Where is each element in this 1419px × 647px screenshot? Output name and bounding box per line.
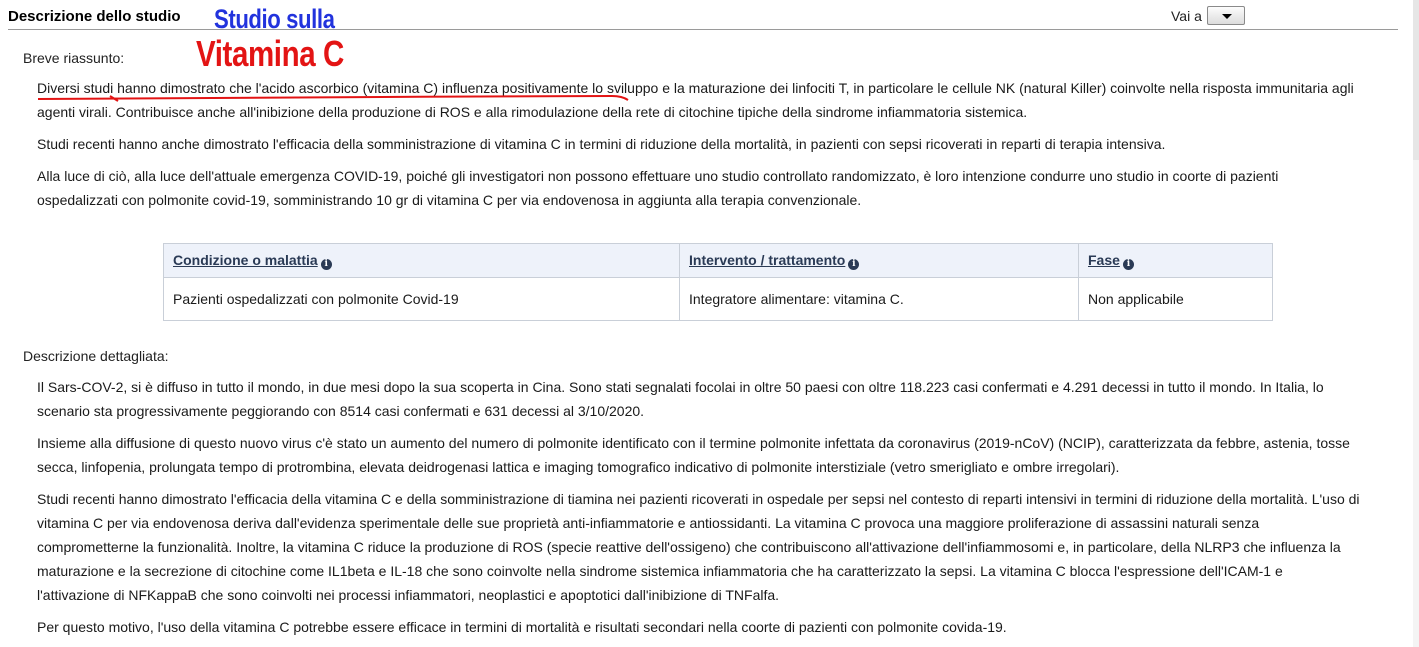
header-phase-link[interactable]: Fase — [1088, 251, 1120, 268]
summary-p3-line1: Alla luce di ciò, alla luce dell'attuale emergenza COVID-19, poiché gli investigatori non possono effettuare uno studio controllato randomizzato, è loro intenzione condurre uno studio in coorte di pazienti — [37, 168, 1279, 184]
jump-to-label: Vai a — [1171, 8, 1202, 24]
header-phase — [1079, 244, 1273, 278]
overlay-title-line1: Studio sulla — [214, 4, 335, 34]
detail-p3-line2: vitamina C per via endovenosa deriva dall'evidenza sperimentale delle sue proprietà anti-infiammatorie e antiossidanti. La vitamina C provoca una maggiore proliferazione di assassini naturali senza — [37, 515, 1260, 531]
detail-p3-line3: comprometterne la funzionalità. Inoltre, la vitamina C riduce la produzione di ROS (specie reattive dell'ossigeno) che contribuiscono all'attivazione dell'infiammosomi e, in particolare, della NLRP3 che influenza la — [37, 539, 1341, 555]
section-header — [0, 0, 1400, 31]
header-condition-link[interactable]: Condizione o malattia — [173, 251, 318, 268]
cell-condition: Pazienti ospedalizzati con polmonite Covid-19 — [164, 278, 680, 321]
summary-label: Breve riassunto: — [23, 50, 125, 66]
cell-phase: Non applicabile — [1079, 278, 1273, 321]
header-intervention-link[interactable]: Intervento / trattamento — [689, 251, 846, 268]
detail-p3-line4: maturazione e la secrezione di citochine come IL1beta e IL-18 che sono coinvolte nella sindrome sistemica infiammatoria che ha caratterizzato la sepsi. La vitamina C blocca l'espressione dell'ICAM-1 e — [37, 563, 1283, 579]
summary-paragraph-2: Studi recenti hanno anche dimostrato l'efficacia della somministrazione di vitamina C in termini di riduzione della mortalità, in pazienti con sepsi ricoverati in reparti di terapia intensiva. — [37, 136, 1166, 152]
table-row — [164, 278, 1273, 321]
table-header-row — [164, 244, 1273, 278]
header-intervention — [680, 244, 1079, 278]
scrollbar-track[interactable] — [1413, 160, 1419, 647]
detail-p1-line1: Il Sars-COV-2, si è diffuso in tutto il mondo, in due mesi dopo la sua scoperta in Cina. Sono stati segnalati focolai in oltre 50 paesi con oltre 118.223 casi confermati e 4.291 decessi in tutto il mondo. In Italia, lo — [37, 379, 1324, 395]
info-icon[interactable]: i — [321, 259, 332, 270]
cell-intervention: Integratore alimentare: vitamina C. — [680, 278, 1079, 321]
jump-to-dropdown[interactable] — [1207, 6, 1245, 25]
info-icon[interactable]: i — [848, 259, 859, 270]
study-conditions-table — [163, 243, 1273, 321]
detail-p3-line5: l'attivazione di NFKappaB che sono coinvolti nei processi infiammatori, neoplastici e apoptotici dall'inibizione di TNFalfa. — [37, 587, 780, 603]
summary-paragraph-1 — [37, 76, 1409, 124]
info-icon[interactable]: i — [1123, 259, 1134, 270]
section-title: Descrizione dello studio — [8, 8, 181, 25]
detail-p3-line1: Studi recenti hanno dimostrato l'efficacia della vitamina C e della somministrazione di tiamina nei pazienti ricoverati in ospedale per sepsi nel contesto di reparti intensivi in termini di riduzione della mortalità. L'uso di — [37, 491, 1360, 507]
detail-p2-line2: secca, linfopenia, prolungata tempo di protrombina, elevata deidrogenasi lattica e imaging tomografico indicativo di polmonite interstiziale (vetro smerigliato e ombre irregolari). — [37, 459, 1120, 475]
header-condition — [164, 244, 680, 278]
detail-label: Descrizione dettagliata: — [23, 348, 169, 364]
detail-paragraph-1 — [37, 375, 1409, 423]
overlay-title-line2: Vitamina C — [196, 33, 344, 74]
detail-paragraph-4: Per questo motivo, l'uso della vitamina C potrebbe essere efficace in termini di mortalità e risultati secondari nella coorte di pazienti con polmonite covida-19. — [37, 619, 1007, 635]
summary-p1-line2: agenti virali. Contribuisce anche all'inibizione della produzione di ROS e alla rimodulazione della rete di citochine tipiche della sindrome infiammatoria sistemica. — [37, 104, 1028, 120]
summary-p1-line1: Diversi studi hanno dimostrato che l'acido ascorbico (vitamina C) influenza positivamente lo sviluppo e la maturazione dei linfociti T, in particolare le cellule NK (natural Killer) coinvolte nella risposta immunitaria agli — [37, 80, 1354, 96]
summary-paragraph-3 — [37, 164, 1409, 212]
scrollbar-thumb[interactable] — [1413, 0, 1419, 160]
chevron-down-icon — [1222, 14, 1232, 19]
detail-p1-line2: scenario sta progressivamente peggiorando con 8514 casi confermati e 631 decessi al 3/10/2020. — [37, 403, 645, 419]
detail-paragraph-2 — [37, 431, 1409, 479]
detail-p2-line1: Insieme alla diffusione di questo nuovo virus c'è stato un aumento del numero di polmonite identificato con il termine polmonite infettata da coronavirus (2019-nCoV) (NCIP), caratterizzata da febbre, astenia, tosse — [37, 435, 1350, 451]
detail-paragraph-3 — [37, 487, 1409, 607]
summary-p3-line2: ospedalizzati con polmonite covid-19, somministrando 10 gr di vitamina C per via endovenosa in aggiunta alla terapia convenzionale. — [37, 192, 862, 208]
